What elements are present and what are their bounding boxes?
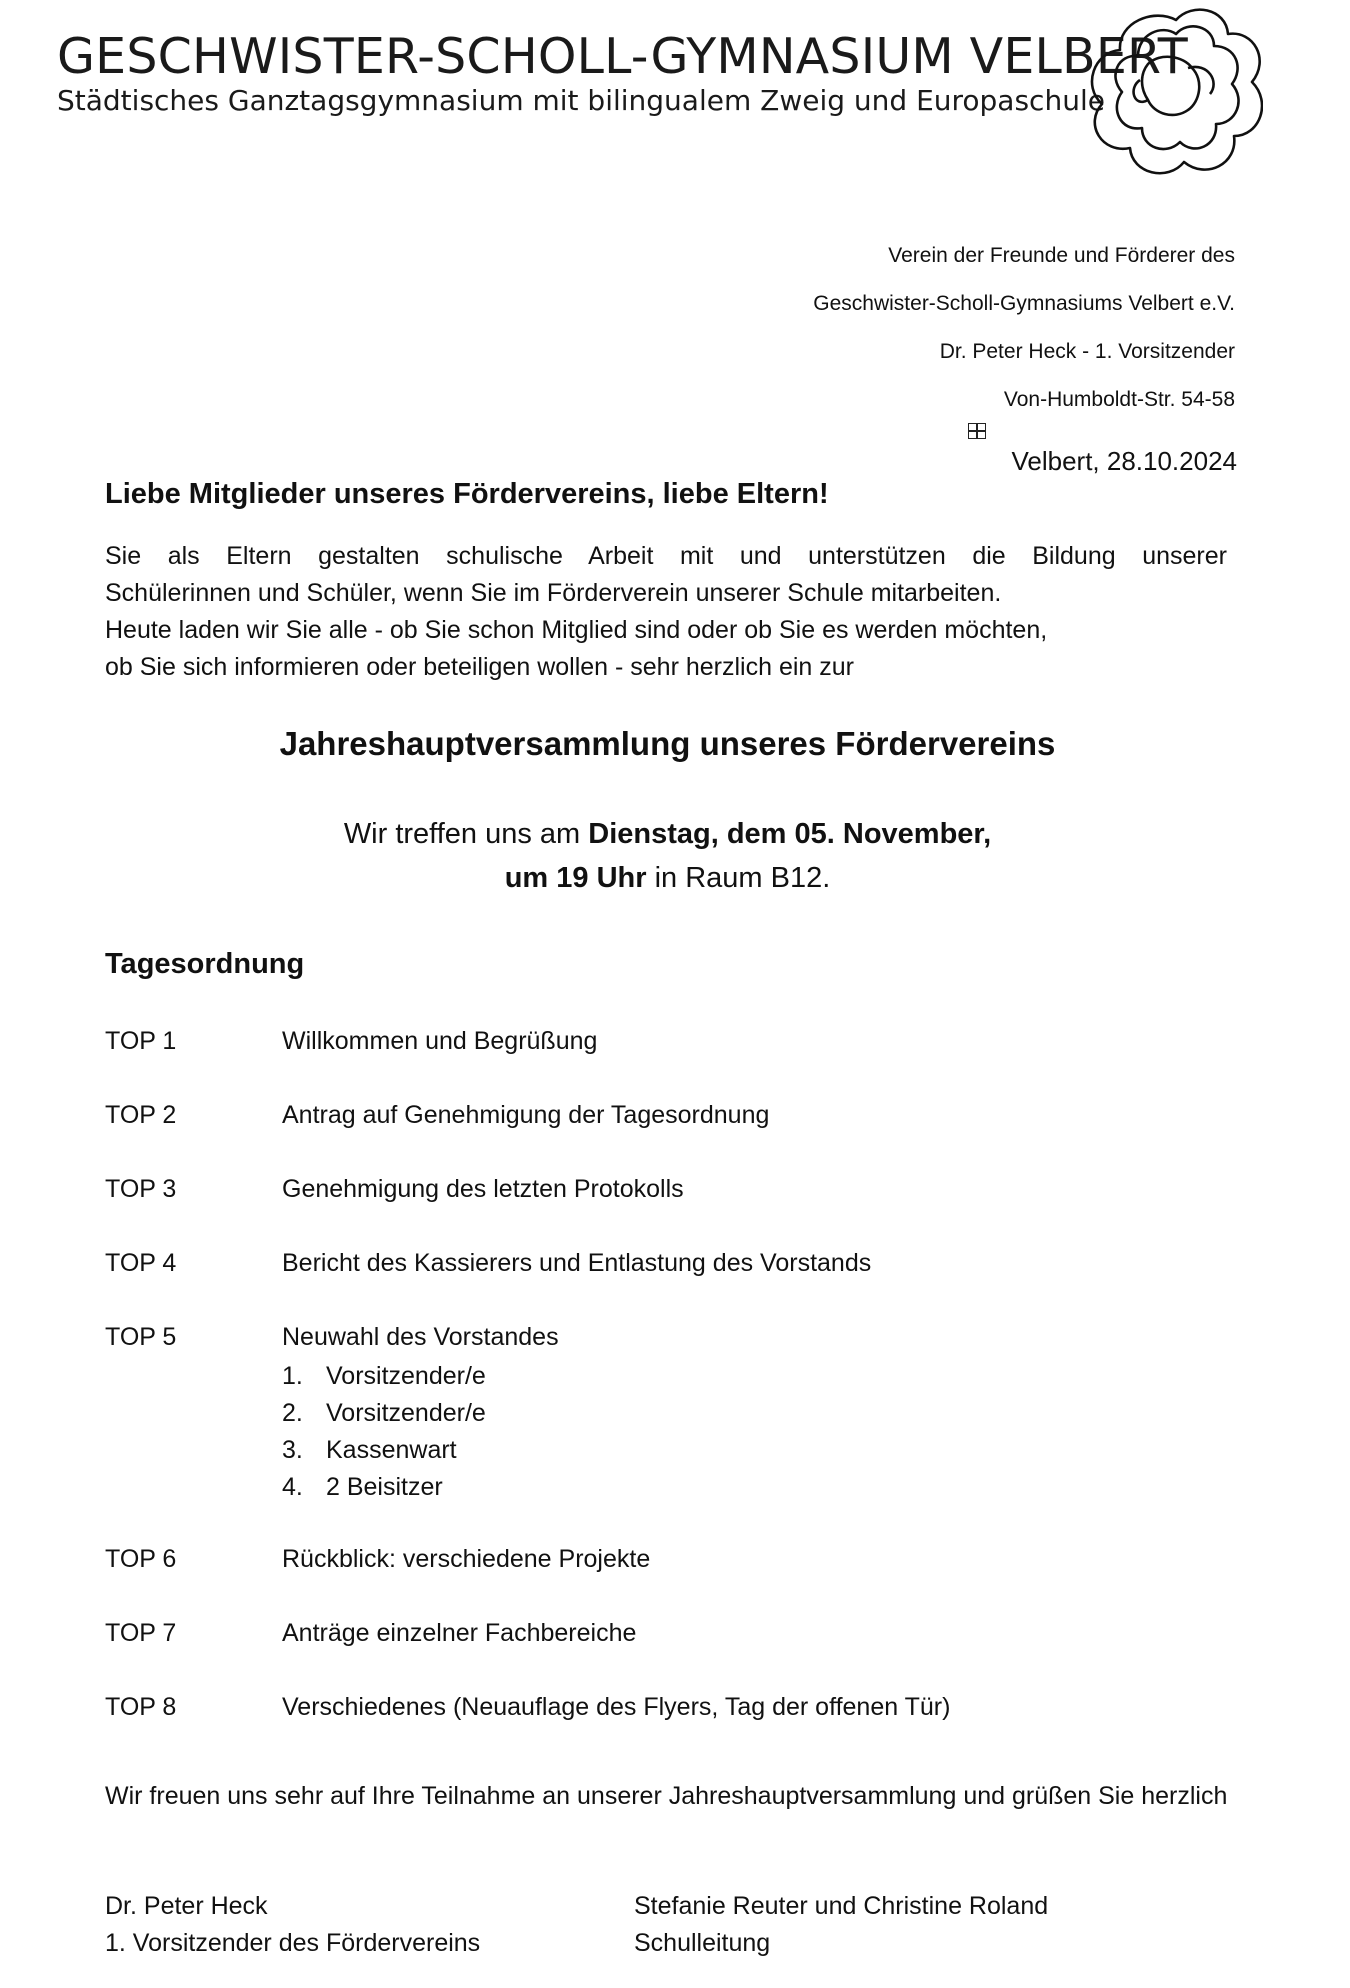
meeting-details — [0, 812, 1335, 900]
agenda-item-text: Neuwahl des Vorstandes — [282, 1323, 559, 1351]
list-item-number: 3. — [282, 1436, 303, 1464]
list-item-number: 1. — [282, 1362, 303, 1390]
agenda-item-text: Bericht des Kassierers und Entlastung des Vorstands — [282, 1249, 872, 1277]
meeting-date-prefix: Wir treffen uns am — [343, 818, 589, 850]
agenda-item-number: TOP 8 — [105, 1693, 177, 1721]
list-item — [282, 1432, 486, 1469]
signature-role: Schulleitung — [634, 1929, 771, 1957]
agenda-item-number: TOP 7 — [105, 1619, 177, 1647]
agenda-item-text: Willkommen und Begrüßung — [282, 1027, 598, 1055]
flower-logo-icon — [1088, 4, 1263, 176]
sender-address — [813, 232, 1235, 424]
intro-line: Heute laden wir Sie alle - ob Sie schon Mitglied sind oder ob Sie es werden möchten, — [105, 616, 1048, 644]
school-subtitle: Städtisches Ganztagsgymnasium mit bilingualem Zweig und Europaschule — [57, 84, 1105, 117]
agenda-heading: Tagesordnung — [105, 948, 305, 980]
agenda-item-text: Anträge einzelner Fachbereiche — [282, 1619, 637, 1647]
agenda-item-text: Antrag auf Genehmigung der Tagesordnung — [282, 1101, 770, 1129]
intro-paragraph — [105, 538, 1227, 686]
agenda-item-number: TOP 5 — [105, 1323, 177, 1351]
list-item-text: Vorsitzender/e — [326, 1362, 486, 1390]
meeting-time: um 19 Uhr — [504, 862, 647, 894]
agenda-item-text: Genehmigung des letzten Protokolls — [282, 1175, 684, 1203]
agenda-item-text: Verschiedenes (Neuauflage des Flyers, Tag der offenen Tür) — [282, 1693, 951, 1721]
sender-line: Dr. Peter Heck - 1. Vorsitzender — [939, 340, 1235, 363]
sender-line: Verein der Freunde und Förderer des — [888, 244, 1235, 267]
agenda-item-number: TOP 3 — [105, 1175, 177, 1203]
list-item — [282, 1358, 486, 1395]
greeting: Liebe Mitglieder unseres Fördervereins, liebe Eltern! — [105, 478, 829, 510]
letter-date: Velbert, 28.10.2024 — [1011, 446, 1237, 476]
sender-line: Geschwister-Scholl-Gymnasiums Velbert e.V. — [813, 292, 1235, 315]
board-election-list — [282, 1358, 486, 1506]
agenda-item-number: TOP 1 — [105, 1027, 177, 1055]
agenda-item-number: TOP 4 — [105, 1249, 177, 1277]
list-item-number: 4. — [282, 1473, 303, 1501]
agenda-item-text: Rückblick: verschiedene Projekte — [282, 1545, 651, 1573]
signature-right — [634, 1888, 1048, 1962]
list-item-text: Kassenwart — [326, 1436, 457, 1464]
signature-name: Dr. Peter Heck — [105, 1892, 268, 1920]
meeting-date: Dienstag, dem 05. November, — [588, 818, 992, 850]
school-name: GESCHWISTER-SCHOLL-GYMNASIUM VELBERT — [57, 28, 1188, 85]
list-item-text: Vorsitzender/e — [326, 1399, 486, 1427]
list-item-number: 2. — [282, 1399, 303, 1427]
meeting-date-line — [0, 812, 1335, 856]
list-item — [282, 1395, 486, 1432]
list-item-text: 2 Beisitzer — [326, 1473, 443, 1501]
meeting-title: Jahreshauptversammlung unseres Fördervereins — [279, 725, 1056, 762]
sender-line: Von-Humboldt-Str. 54-58 — [1003, 388, 1235, 411]
intro-line: Schülerinnen und Schüler, wenn Sie im Förderverein unserer Schule mitarbeiten. — [105, 579, 1002, 607]
table-move-handle-icon — [968, 423, 986, 439]
agenda-item-number: TOP 6 — [105, 1545, 177, 1573]
signature-role: 1. Vorsitzender des Fördervereins — [105, 1929, 481, 1957]
meeting-time-line — [0, 856, 1335, 900]
signature-name: Stefanie Reuter und Christine Roland — [634, 1892, 1049, 1920]
intro-line: Sie als Eltern gestalten schulische Arbeit mit und unterstützen die Bildung unserer — [105, 542, 1227, 570]
agenda-item-number: TOP 2 — [105, 1101, 177, 1129]
meeting-room: in Raum B12. — [646, 862, 831, 894]
closing-paragraph: Wir freuen uns sehr auf Ihre Teilnahme an unserer Jahreshauptversammlung und grüßen Sie herzlich — [105, 1782, 1228, 1810]
list-item — [282, 1469, 486, 1506]
signature-left — [105, 1888, 480, 1962]
intro-line: ob Sie sich informieren oder beteiligen wollen - sehr herzlich ein zur — [105, 653, 854, 681]
